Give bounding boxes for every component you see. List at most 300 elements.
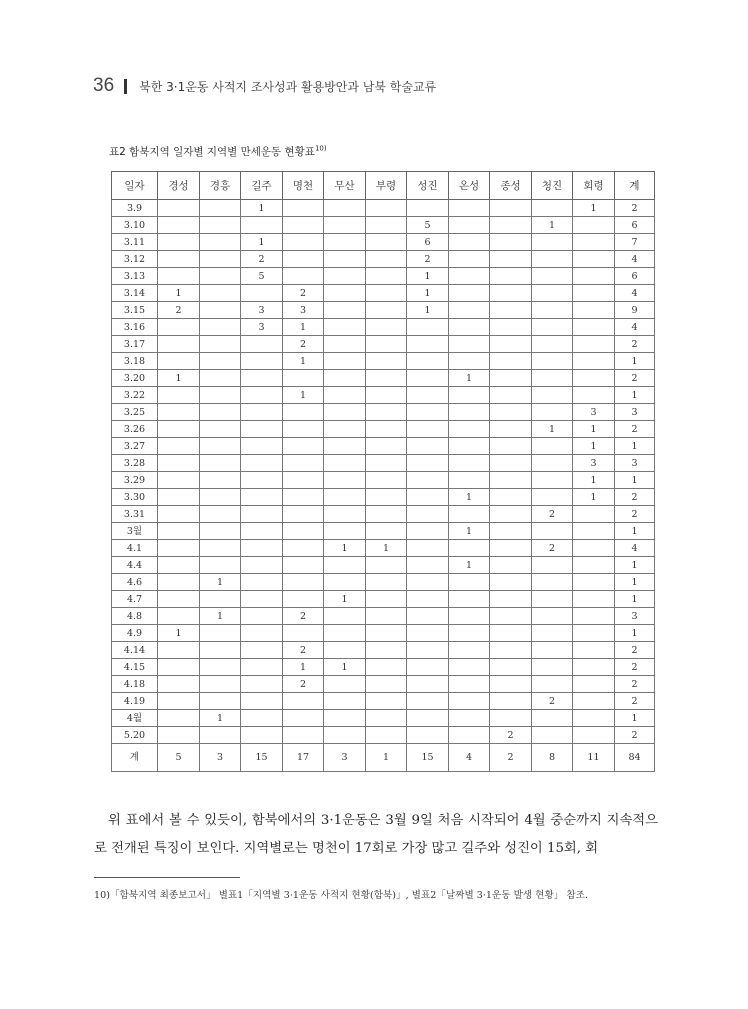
count-cell xyxy=(407,676,449,693)
count-cell xyxy=(200,234,241,251)
count-cell xyxy=(241,455,283,472)
count-cell xyxy=(283,404,324,421)
count-cell xyxy=(241,642,283,659)
count-cell xyxy=(324,404,366,421)
count-cell xyxy=(490,285,532,302)
date-cell: 4.18 xyxy=(112,676,158,693)
count-cell xyxy=(200,387,241,404)
count-cell xyxy=(283,625,324,642)
count-cell: 1 xyxy=(615,710,655,727)
footnote-text: 10)「함북지역 최종보고서」 별표1「지역별 3·1운동 사적지 현황(함북)」, 별표2「날짜별 3·1운동 발생 현황」 참조. xyxy=(94,890,588,901)
header-divider xyxy=(124,79,127,94)
count-cell xyxy=(490,523,532,540)
count-cell: 1 xyxy=(283,353,324,370)
date-cell: 3.26 xyxy=(112,421,158,438)
count-cell xyxy=(407,472,449,489)
count-cell xyxy=(449,710,490,727)
count-cell: 11 xyxy=(573,744,615,772)
count-cell xyxy=(324,574,366,591)
date-cell: 3.11 xyxy=(112,234,158,251)
count-cell xyxy=(532,353,573,370)
date-cell: 4.19 xyxy=(112,693,158,710)
count-cell xyxy=(200,676,241,693)
count-cell: 2 xyxy=(283,285,324,302)
count-cell xyxy=(449,693,490,710)
count-cell xyxy=(490,319,532,336)
count-cell: 1 xyxy=(366,540,407,557)
count-cell xyxy=(490,591,532,608)
count-cell xyxy=(200,302,241,319)
count-cell xyxy=(241,574,283,591)
count-cell xyxy=(324,302,366,319)
count-cell xyxy=(158,676,200,693)
count-cell xyxy=(200,625,241,642)
count-cell xyxy=(449,591,490,608)
date-cell: 3.14 xyxy=(112,285,158,302)
count-cell: 2 xyxy=(490,744,532,772)
count-cell xyxy=(366,557,407,574)
count-cell xyxy=(283,268,324,285)
count-cell xyxy=(158,642,200,659)
table-row xyxy=(112,625,655,642)
count-cell xyxy=(573,268,615,285)
count-cell: 1 xyxy=(407,302,449,319)
count-cell xyxy=(490,336,532,353)
date-cell: 3.12 xyxy=(112,251,158,268)
count-cell xyxy=(283,710,324,727)
table-row xyxy=(112,319,655,336)
count-cell xyxy=(449,285,490,302)
count-cell xyxy=(241,285,283,302)
table-row xyxy=(112,251,655,268)
footnote-divider xyxy=(94,877,240,878)
count-cell xyxy=(200,642,241,659)
count-cell: 4 xyxy=(615,251,655,268)
date-cell: 4.1 xyxy=(112,540,158,557)
count-cell xyxy=(407,710,449,727)
count-cell xyxy=(573,574,615,591)
count-cell xyxy=(200,285,241,302)
table-row xyxy=(112,642,655,659)
count-cell xyxy=(407,438,449,455)
page-number: 36 xyxy=(93,75,115,96)
count-cell xyxy=(532,438,573,455)
count-cell xyxy=(241,625,283,642)
column-header: 회령 xyxy=(573,172,615,200)
count-cell xyxy=(366,642,407,659)
count-cell: 1 xyxy=(532,421,573,438)
count-cell xyxy=(449,251,490,268)
count-cell xyxy=(366,472,407,489)
count-cell xyxy=(573,693,615,710)
count-cell: 1 xyxy=(158,285,200,302)
date-cell: 3.31 xyxy=(112,506,158,523)
count-cell xyxy=(241,693,283,710)
date-cell: 3.20 xyxy=(112,370,158,387)
count-cell xyxy=(283,234,324,251)
count-cell: 2 xyxy=(615,642,655,659)
count-cell xyxy=(241,523,283,540)
count-cell xyxy=(490,608,532,625)
count-cell xyxy=(366,727,407,744)
table-row xyxy=(112,676,655,693)
count-cell xyxy=(241,727,283,744)
count-cell xyxy=(449,387,490,404)
count-cell: 1 xyxy=(615,387,655,404)
count-cell xyxy=(324,285,366,302)
date-cell: 3.25 xyxy=(112,404,158,421)
table-row xyxy=(112,404,655,421)
count-cell xyxy=(407,540,449,557)
date-cell: 3.10 xyxy=(112,217,158,234)
count-cell xyxy=(200,489,241,506)
count-cell: 4 xyxy=(615,285,655,302)
count-cell xyxy=(573,217,615,234)
count-cell: 5 xyxy=(241,268,283,285)
count-cell xyxy=(532,336,573,353)
count-cell xyxy=(241,540,283,557)
count-cell xyxy=(573,540,615,557)
count-cell xyxy=(283,540,324,557)
count-cell xyxy=(532,676,573,693)
running-head-title: 북한 3·1운동 사적지 조사성과 활용방안과 남북 학술교류 xyxy=(139,79,437,94)
count-cell: 3 xyxy=(200,744,241,772)
count-cell xyxy=(241,472,283,489)
count-cell xyxy=(200,370,241,387)
count-cell xyxy=(532,523,573,540)
count-cell xyxy=(324,319,366,336)
count-cell: 5 xyxy=(407,217,449,234)
count-cell: 1 xyxy=(283,387,324,404)
count-cell xyxy=(366,710,407,727)
column-header: 명천 xyxy=(283,172,324,200)
count-cell: 1 xyxy=(615,523,655,540)
count-cell: 5 xyxy=(158,744,200,772)
table-caption-footnote-ref: 10) xyxy=(314,144,327,153)
count-cell xyxy=(241,608,283,625)
count-cell: 3 xyxy=(615,608,655,625)
date-cell: 5.20 xyxy=(112,727,158,744)
count-cell xyxy=(158,319,200,336)
column-header: 부령 xyxy=(366,172,407,200)
count-cell xyxy=(366,370,407,387)
count-cell: 2 xyxy=(615,506,655,523)
count-cell xyxy=(324,693,366,710)
count-cell xyxy=(490,353,532,370)
table-row xyxy=(112,370,655,387)
count-cell: 1 xyxy=(573,438,615,455)
count-cell xyxy=(366,200,407,217)
count-cell xyxy=(532,268,573,285)
count-cell xyxy=(573,608,615,625)
count-cell xyxy=(407,319,449,336)
count-cell: 2 xyxy=(615,370,655,387)
count-cell: 3 xyxy=(573,404,615,421)
count-cell xyxy=(573,302,615,319)
count-cell xyxy=(158,727,200,744)
count-cell xyxy=(200,540,241,557)
table-row xyxy=(112,302,655,319)
count-cell xyxy=(366,523,407,540)
count-cell xyxy=(366,574,407,591)
count-cell xyxy=(200,659,241,676)
count-cell: 3 xyxy=(615,455,655,472)
count-cell xyxy=(490,557,532,574)
count-cell xyxy=(200,217,241,234)
count-cell: 2 xyxy=(490,727,532,744)
count-cell xyxy=(449,217,490,234)
date-cell: 4.8 xyxy=(112,608,158,625)
count-cell: 1 xyxy=(615,591,655,608)
count-cell: 2 xyxy=(615,489,655,506)
count-cell xyxy=(532,455,573,472)
table-row xyxy=(112,455,655,472)
count-cell: 1 xyxy=(283,319,324,336)
count-cell xyxy=(324,506,366,523)
count-cell xyxy=(324,608,366,625)
count-cell xyxy=(490,421,532,438)
count-cell xyxy=(158,421,200,438)
count-cell xyxy=(407,557,449,574)
count-cell: 17 xyxy=(283,744,324,772)
count-cell: 4 xyxy=(449,744,490,772)
count-cell xyxy=(200,455,241,472)
count-cell xyxy=(366,438,407,455)
count-cell: 6 xyxy=(615,268,655,285)
count-cell: 1 xyxy=(449,557,490,574)
date-cell: 3.17 xyxy=(112,336,158,353)
count-cell xyxy=(407,659,449,676)
table-row xyxy=(112,574,655,591)
count-cell xyxy=(449,353,490,370)
count-cell xyxy=(573,336,615,353)
count-cell xyxy=(532,489,573,506)
count-cell: 2 xyxy=(532,506,573,523)
count-cell xyxy=(158,591,200,608)
count-cell xyxy=(366,319,407,336)
count-cell xyxy=(490,438,532,455)
count-cell xyxy=(283,557,324,574)
count-cell xyxy=(200,591,241,608)
count-cell xyxy=(324,455,366,472)
count-cell xyxy=(573,387,615,404)
date-cell: 4.14 xyxy=(112,642,158,659)
date-cell: 계 xyxy=(112,744,158,772)
count-cell xyxy=(200,319,241,336)
count-cell xyxy=(324,727,366,744)
count-cell xyxy=(324,557,366,574)
count-cell xyxy=(283,200,324,217)
count-cell: 2 xyxy=(615,336,655,353)
table-total-row xyxy=(112,744,655,772)
count-cell: 2 xyxy=(615,693,655,710)
count-cell xyxy=(573,353,615,370)
count-cell xyxy=(532,472,573,489)
count-cell xyxy=(158,200,200,217)
count-cell xyxy=(283,472,324,489)
count-cell xyxy=(532,285,573,302)
column-header: 경성 xyxy=(158,172,200,200)
count-cell: 2 xyxy=(283,336,324,353)
count-cell: 2 xyxy=(407,251,449,268)
count-cell xyxy=(366,268,407,285)
count-cell xyxy=(200,506,241,523)
count-cell xyxy=(573,710,615,727)
count-cell: 15 xyxy=(407,744,449,772)
count-cell xyxy=(532,302,573,319)
column-header: 계 xyxy=(615,172,655,200)
count-cell xyxy=(573,659,615,676)
count-cell xyxy=(324,625,366,642)
count-cell: 3 xyxy=(324,744,366,772)
count-cell xyxy=(283,693,324,710)
count-cell xyxy=(366,591,407,608)
count-cell: 2 xyxy=(158,302,200,319)
count-cell xyxy=(407,727,449,744)
count-cell xyxy=(158,523,200,540)
date-cell: 3.28 xyxy=(112,455,158,472)
count-cell xyxy=(158,506,200,523)
count-cell xyxy=(573,676,615,693)
count-cell xyxy=(532,234,573,251)
count-cell xyxy=(407,608,449,625)
count-cell: 2 xyxy=(283,642,324,659)
count-cell xyxy=(241,404,283,421)
count-cell xyxy=(449,268,490,285)
count-cell xyxy=(283,217,324,234)
count-cell xyxy=(449,676,490,693)
count-cell xyxy=(366,506,407,523)
count-cell: 84 xyxy=(615,744,655,772)
count-cell xyxy=(573,506,615,523)
count-cell xyxy=(573,319,615,336)
count-cell xyxy=(158,710,200,727)
count-cell xyxy=(241,710,283,727)
count-cell: 1 xyxy=(241,200,283,217)
table-caption xyxy=(109,144,327,159)
count-cell xyxy=(324,217,366,234)
table-row xyxy=(112,472,655,489)
table-row xyxy=(112,217,655,234)
count-cell xyxy=(407,421,449,438)
count-cell xyxy=(407,200,449,217)
count-cell: 3 xyxy=(573,455,615,472)
column-header: 무산 xyxy=(324,172,366,200)
count-cell xyxy=(324,353,366,370)
count-cell xyxy=(490,387,532,404)
count-cell xyxy=(366,387,407,404)
count-cell xyxy=(407,404,449,421)
count-cell xyxy=(490,251,532,268)
date-cell: 3.22 xyxy=(112,387,158,404)
count-cell: 8 xyxy=(532,744,573,772)
table-row xyxy=(112,591,655,608)
count-cell xyxy=(158,404,200,421)
count-cell xyxy=(366,608,407,625)
count-cell xyxy=(366,489,407,506)
count-cell xyxy=(241,217,283,234)
count-cell xyxy=(200,557,241,574)
count-cell: 3 xyxy=(283,302,324,319)
count-cell xyxy=(200,404,241,421)
count-cell xyxy=(449,200,490,217)
count-cell xyxy=(241,336,283,353)
count-cell xyxy=(324,472,366,489)
count-cell xyxy=(532,370,573,387)
count-cell xyxy=(407,387,449,404)
table-header-row xyxy=(112,172,655,200)
count-cell: 1 xyxy=(615,574,655,591)
count-cell xyxy=(449,506,490,523)
count-cell xyxy=(324,336,366,353)
count-cell xyxy=(532,574,573,591)
count-cell xyxy=(324,387,366,404)
count-cell: 1 xyxy=(158,625,200,642)
count-cell xyxy=(490,472,532,489)
table-row xyxy=(112,438,655,455)
count-cell xyxy=(241,659,283,676)
count-cell xyxy=(407,489,449,506)
count-cell xyxy=(490,642,532,659)
table-row xyxy=(112,727,655,744)
count-cell xyxy=(158,489,200,506)
count-cell xyxy=(366,404,407,421)
count-cell: 4 xyxy=(615,319,655,336)
count-cell: 1 xyxy=(407,285,449,302)
count-cell xyxy=(490,489,532,506)
count-cell xyxy=(407,625,449,642)
count-cell xyxy=(449,625,490,642)
count-cell xyxy=(283,438,324,455)
column-header: 일자 xyxy=(112,172,158,200)
count-cell: 1 xyxy=(449,370,490,387)
column-header: 길주 xyxy=(241,172,283,200)
count-cell xyxy=(283,523,324,540)
count-cell: 3 xyxy=(241,302,283,319)
table-row xyxy=(112,557,655,574)
count-cell xyxy=(158,438,200,455)
count-cell: 3 xyxy=(615,404,655,421)
count-cell: 1 xyxy=(449,523,490,540)
count-cell xyxy=(158,659,200,676)
table-row xyxy=(112,285,655,302)
count-cell: 1 xyxy=(324,591,366,608)
count-cell xyxy=(366,336,407,353)
count-cell xyxy=(200,438,241,455)
date-cell: 3.18 xyxy=(112,353,158,370)
count-cell xyxy=(324,489,366,506)
table-row xyxy=(112,200,655,217)
count-cell xyxy=(407,574,449,591)
table-row xyxy=(112,523,655,540)
count-cell xyxy=(490,659,532,676)
count-cell xyxy=(449,319,490,336)
count-cell xyxy=(490,234,532,251)
count-cell xyxy=(407,591,449,608)
count-cell: 2 xyxy=(615,659,655,676)
count-cell xyxy=(241,676,283,693)
count-cell: 1 xyxy=(573,421,615,438)
count-cell xyxy=(241,489,283,506)
count-cell xyxy=(490,217,532,234)
count-cell xyxy=(158,387,200,404)
count-cell xyxy=(241,438,283,455)
count-cell xyxy=(283,574,324,591)
count-cell: 1 xyxy=(532,217,573,234)
count-cell xyxy=(449,455,490,472)
count-cell xyxy=(241,421,283,438)
count-cell xyxy=(449,472,490,489)
